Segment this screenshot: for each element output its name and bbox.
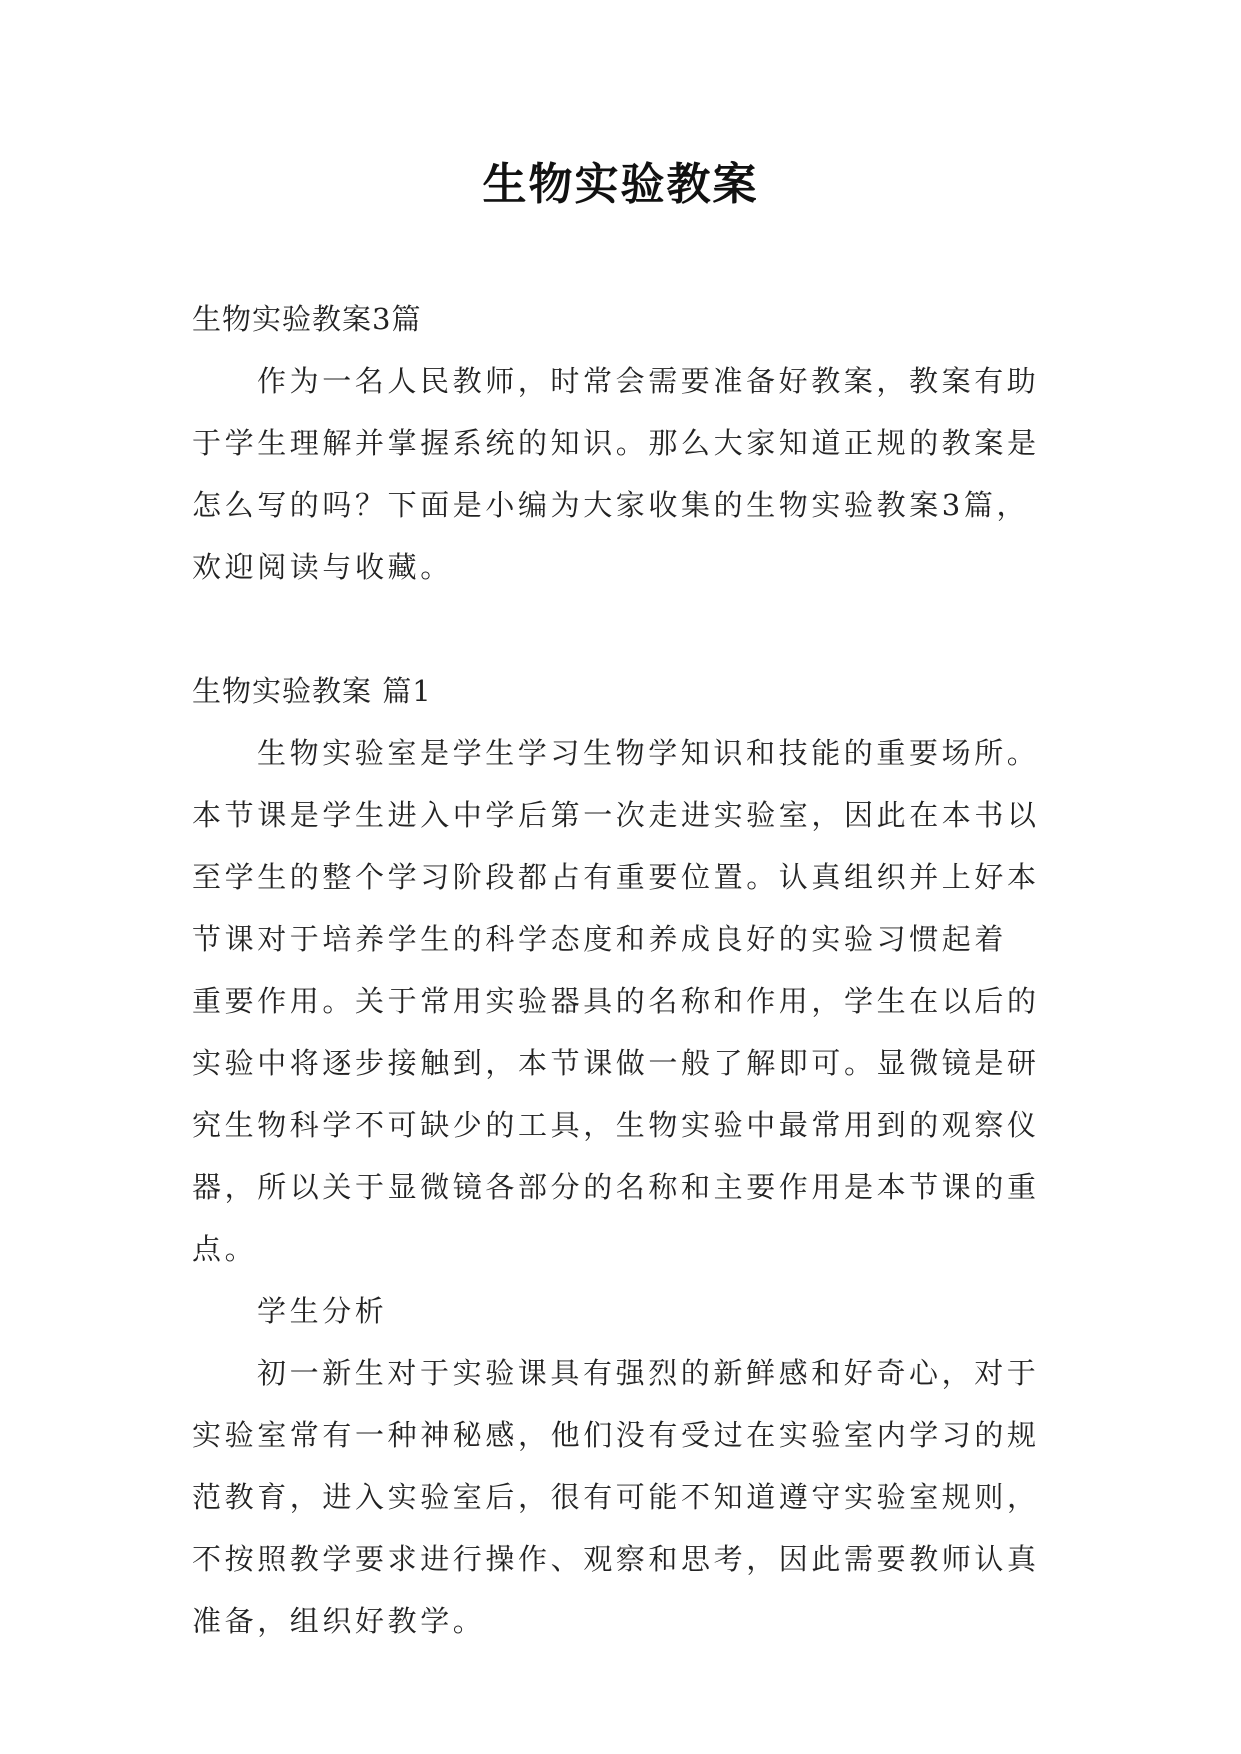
section1-line: 本节课是学生进入中学后第一次走进实验室，因此在本书以 [192, 798, 1040, 832]
student-analysis-line: 实验室常有一种神秘感，他们没有受过在实验室内学习的规 [192, 1418, 1040, 1452]
section1-line: 重要作用。关于常用实验器具的名称和作用，学生在以后的 [192, 984, 1040, 1018]
student-analysis-line: 范教育，进入实验室后，很有可能不知道遵守实验室规则， [192, 1480, 1040, 1514]
student-analysis-line: 不按照教学要求进行操作、观察和思考，因此需要教师认真 [192, 1542, 1040, 1576]
paragraph-gap [192, 598, 1050, 660]
section1-line: 生物实验室是学生学习生物学知识和技能的重要场所。 [257, 736, 1040, 770]
intro-line: 欢迎阅读与收藏。 [192, 550, 453, 584]
intro-heading: 生物实验教案3篇 [192, 302, 422, 336]
intro-line: 怎么写的吗？下面是小编为大家收集的生物实验教案3篇， [192, 488, 1030, 522]
student-analysis-line: 准备，组织好教学。 [192, 1604, 486, 1638]
document-title: 生物实验教案 [482, 159, 759, 210]
section1-line: 究生物科学不可缺少的工具，生物实验中最常用到的观察仪 [192, 1108, 1040, 1142]
section1-line: 实验中将逐步接触到，本节课做一般了解即可。显微镜是研 [192, 1046, 1040, 1080]
intro-line: 作为一名人民教师，时常会需要准备好教案，教案有助 [257, 364, 1040, 398]
section1-line: 器，所以关于显微镜各部分的名称和主要作用是本节课的重 [192, 1170, 1040, 1204]
section1-line: 点。 [192, 1232, 258, 1266]
intro-line: 于学生理解并掌握系统的知识。那么大家知道正规的教案是 [192, 426, 1040, 460]
student-analysis-heading: 学生分析 [257, 1294, 388, 1328]
section1-line: 至学生的整个学习阶段都占有重要位置。认真组织并上好本 [192, 860, 1040, 894]
section1-heading: 生物实验教案 篇1 [192, 674, 432, 708]
section1-line: 节课对于培养学生的科学态度和养成良好的实验习惯起着 [192, 922, 1008, 956]
student-analysis-line: 初一新生对于实验课具有强烈的新鲜感和好奇心，对于 [257, 1356, 1040, 1390]
document-body [192, 288, 1050, 1652]
